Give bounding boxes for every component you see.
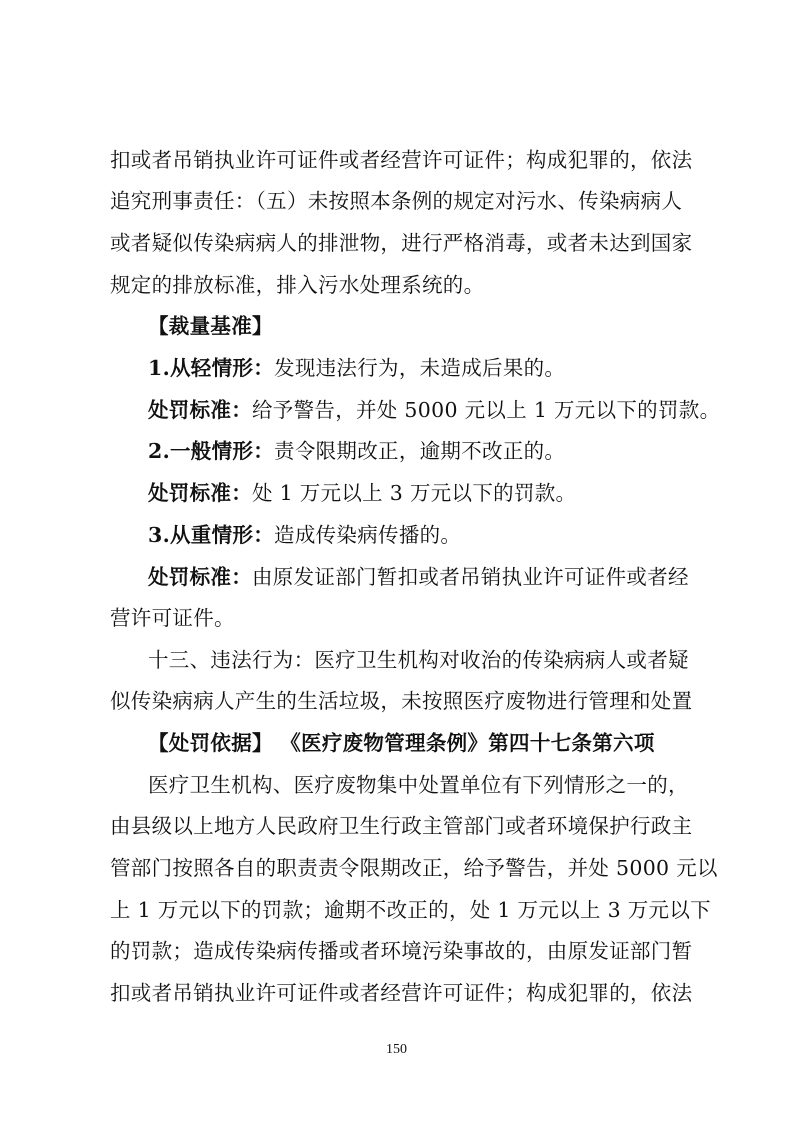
standard-label: 处罚标准： — [148, 481, 252, 505]
violation-13-line: 似传染病病人产生的生活垃圾，未按照医疗废物进行管理和处置 — [110, 689, 693, 713]
standard-text: 处 1 万元以上 3 万元以下的罚款。 — [252, 481, 577, 505]
paragraph-line: 扣或者吊销执业许可证件或者经营许可证件；构成犯罪的，依法 — [110, 981, 693, 1005]
paragraph-line: 扣或者吊销执业许可证件或者经营许可证件；构成犯罪的，依法 — [110, 148, 693, 172]
standard-label: 处罚标准： — [148, 565, 252, 589]
paragraph-line: 营许可证件。 — [110, 606, 235, 630]
penalty-standard-light — [148, 395, 733, 425]
circumstance-text: 发现违法行为，未造成后果的。 — [274, 356, 566, 380]
paragraph-line: 追究刑事责任：（五）未按照本条例的规定对污水、传染病病人 — [110, 189, 683, 213]
page-number: 150 — [386, 1042, 407, 1057]
circumstance-text: 责令限期改正，逾期不改正的。 — [274, 439, 566, 463]
paragraph-line: 规定的排放标准，排入污水处理系统的。 — [110, 273, 485, 297]
circumstance-label: 3.从重情形： — [148, 523, 275, 547]
section-heading-basis: 【裁量基准】 — [148, 314, 273, 338]
standard-text: 由原发证部门暂扣或者吊销执业许可证件或者经 — [252, 565, 689, 589]
circumstance-label: 2.一般情形： — [148, 439, 275, 463]
standard-text: 给予警告，并处 5000 元以上 1 万元以下的罚款。 — [252, 398, 721, 422]
penalty-standard-general — [148, 478, 733, 508]
circumstance-text: 造成传染病传播的。 — [274, 523, 462, 547]
paragraph-line: 的罚款；造成传染病传播或者环境污染事故的，由原发证部门暂 — [110, 939, 693, 963]
paragraph-line: 上 1 万元以下的罚款；逾期不改正的，处 1 万元以上 3 万元以下 — [110, 898, 711, 922]
paragraph-line: 医疗卫生机构、医疗废物集中处置单位有下列情形之一的， — [148, 773, 689, 797]
paragraph-line: 由县级以上地方人民政府卫生行政主管部门或者环境保护行政主 — [110, 814, 693, 838]
paragraph-line: 管部门按照各自的职责责令限期改正，给予警告，并处 5000 元以 — [110, 856, 718, 880]
circumstance-general — [148, 436, 733, 466]
circumstance-light — [148, 353, 733, 383]
penalty-basis-heading: 【处罚依据】 《医疗废物管理条例》第四十七条第六项 — [148, 731, 655, 755]
circumstance-heavy — [148, 520, 733, 550]
standard-label: 处罚标准： — [148, 398, 252, 422]
penalty-standard-heavy — [148, 562, 733, 592]
circumstance-label: 1.从轻情形： — [148, 356, 275, 380]
paragraph-line: 或者疑似传染病病人的排泄物，进行严格消毒，或者未达到国家 — [110, 231, 693, 255]
violation-13-line: 十三、违法行为：医疗卫生机构对收治的传染病病人或者疑 — [148, 648, 689, 672]
